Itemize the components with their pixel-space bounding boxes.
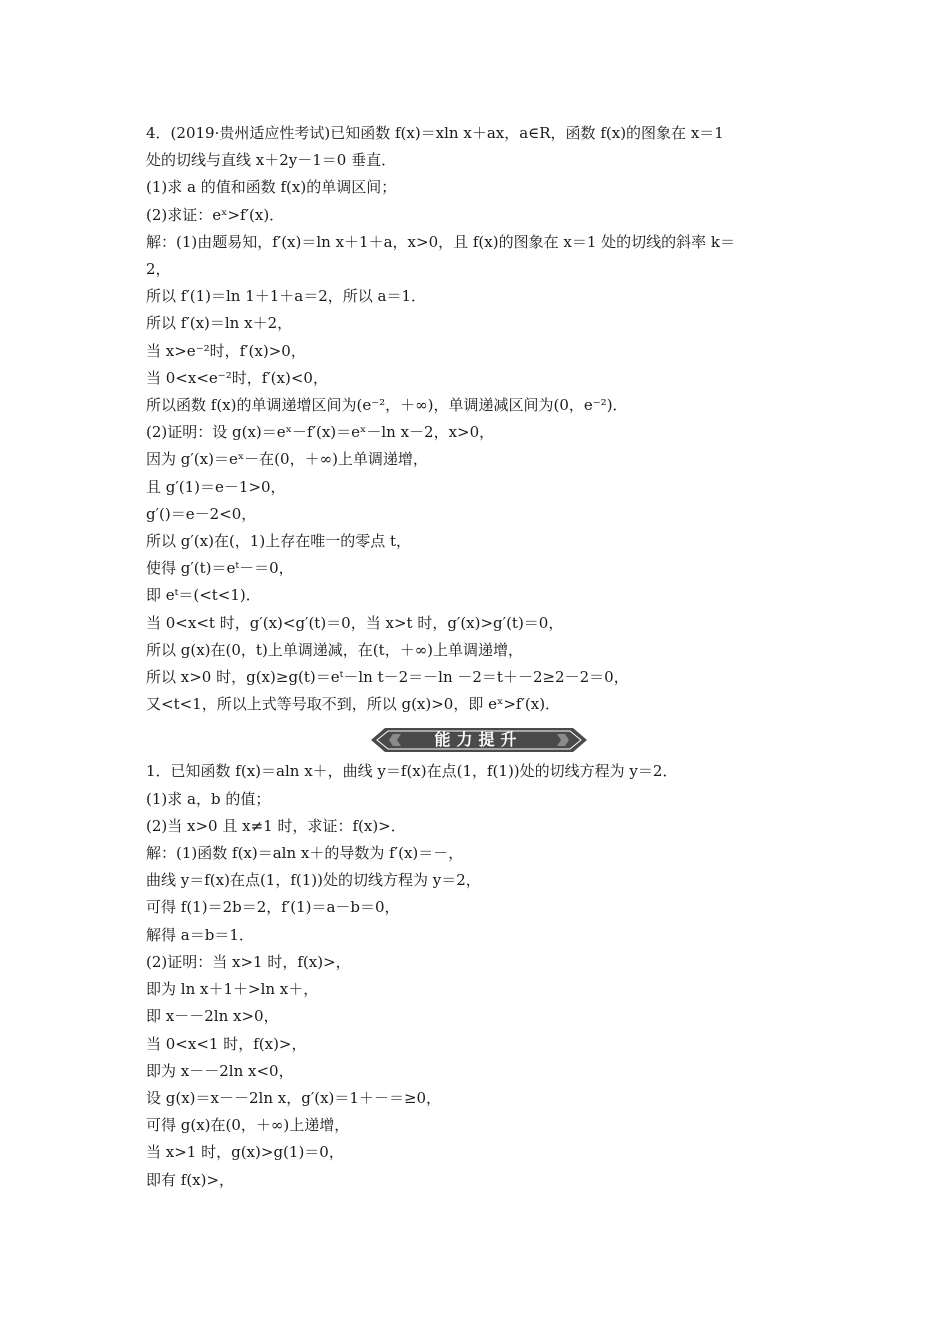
text-line: 解：(1)函数 f(x)＝aln x＋的导数为 f′(x)＝－， xyxy=(146,844,464,863)
text-line: 使得 g′(t)＝eᵗ－＝0， xyxy=(146,559,294,578)
text-line: (2)证明：设 g(x)＝eˣ－f′(x)＝eˣ－ln x－2，x>0， xyxy=(146,423,495,442)
text-line: 所以 g′(x)在(，1)上存在唯一的零点 t， xyxy=(146,532,411,551)
text-line: 又<t<1，所以上式等号取不到，所以 g(x)>0，即 eˣ>f′(x)． xyxy=(146,695,561,714)
text-line: 所以 x>0 时，g(x)≥g(t)＝eᵗ－ln t－2＝－ln －2＝t＋－2≥2－2＝0， xyxy=(146,668,629,687)
text-line: 曲线 y＝f(x)在点(1，f(1))处的切线方程为 y＝2， xyxy=(146,871,481,890)
text-line: g′()＝e－2<0， xyxy=(146,504,257,523)
text-line: 即为 x－－2ln x<0， xyxy=(146,1061,294,1080)
text-line: 1．已知函数 f(x)＝aln x＋，曲线 y＝f(x)在点(1，f(1))处的切线方程为 y＝2． xyxy=(146,762,678,781)
text-line: 即 eᵗ＝(<t<1)． xyxy=(146,586,261,605)
text-line: 当 0<x<1 时，f(x)>， xyxy=(146,1034,307,1053)
text-line: 可得 g(x)在(0，＋∞)上递增， xyxy=(146,1116,350,1135)
text-line: 当 x>1 时，g(x)>g(1)＝0， xyxy=(146,1143,344,1162)
text-line: 可得 f(1)＝2b＝2，f′(1)＝a－b＝0， xyxy=(146,898,400,917)
text-line: 解：(1)由题易知，f′(x)＝ln x＋1＋a，x>0，且 f(x)的图象在 x＝1 处的切线的斜率 k＝ xyxy=(146,232,735,251)
text-line: (1)求 a 的值和函数 f(x)的单调区间； xyxy=(146,178,397,197)
section-banner xyxy=(146,724,811,756)
text-line: 即有 f(x)>， xyxy=(146,1170,235,1189)
text-line: 2， xyxy=(146,260,171,279)
text-line: 当 0<x<e⁻²时，f′(x)<0， xyxy=(146,368,328,387)
text-line: 当 0<x<t 时，g′(x)<g′(t)＝0，当 x>t 时，g′(x)>g′(t)＝0， xyxy=(146,613,564,632)
text-line: 即为 ln x＋1＋>ln x＋， xyxy=(146,980,319,999)
document-content xyxy=(146,120,811,1194)
text-line: (2)当 x>0 且 x≠1 时，求证：f(x)>． xyxy=(146,816,406,835)
text-line: 所以 f′(1)＝ln 1＋1＋a＝2，所以 a＝1． xyxy=(146,287,427,306)
problem-1-section xyxy=(146,758,811,1193)
text-line: 且 g′(1)＝e－1>0， xyxy=(146,477,286,496)
text-line: (1)求 a，b 的值； xyxy=(146,789,271,808)
text-line: 所以 g(x)在(0，t)上单调递减，在(t，＋∞)上单调递增， xyxy=(146,640,524,659)
text-line: 当 x>e⁻²时，f′(x)>0， xyxy=(146,341,306,360)
text-line: 4．(2019·贵州适应性考试)已知函数 f(x)＝xln x＋ax，a∈R，函数 f(x)的图象在 x＝1 xyxy=(146,124,724,142)
banner-ribbon xyxy=(371,727,587,753)
text-line: (2)求证：eˣ>f′(x)． xyxy=(146,205,285,224)
text-line: 设 g(x)＝x－－2ln x，g′(x)＝1＋－＝≥0， xyxy=(146,1088,442,1107)
text-line: 所以 f′(x)＝ln x＋2， xyxy=(146,314,293,333)
text-line: 解得 a＝b＝1． xyxy=(146,925,254,944)
text-line: 即 x－－2ln x>0， xyxy=(146,1007,279,1026)
text-line: 处的切线与直线 x＋2y－1＝0 垂直． xyxy=(146,151,397,170)
text-line: 因为 g′(x)＝eˣ－在(0，＋∞)上单调递增， xyxy=(146,450,428,469)
text-line: (2)证明：当 x>1 时，f(x)>， xyxy=(146,952,351,971)
text-line: 所以函数 f(x)的单调递增区间为(e⁻²，＋∞)，单调递减区间为(0，e⁻²)． xyxy=(146,396,628,415)
banner-title: 能力提升 xyxy=(434,730,523,750)
problem-4-section xyxy=(146,120,811,718)
